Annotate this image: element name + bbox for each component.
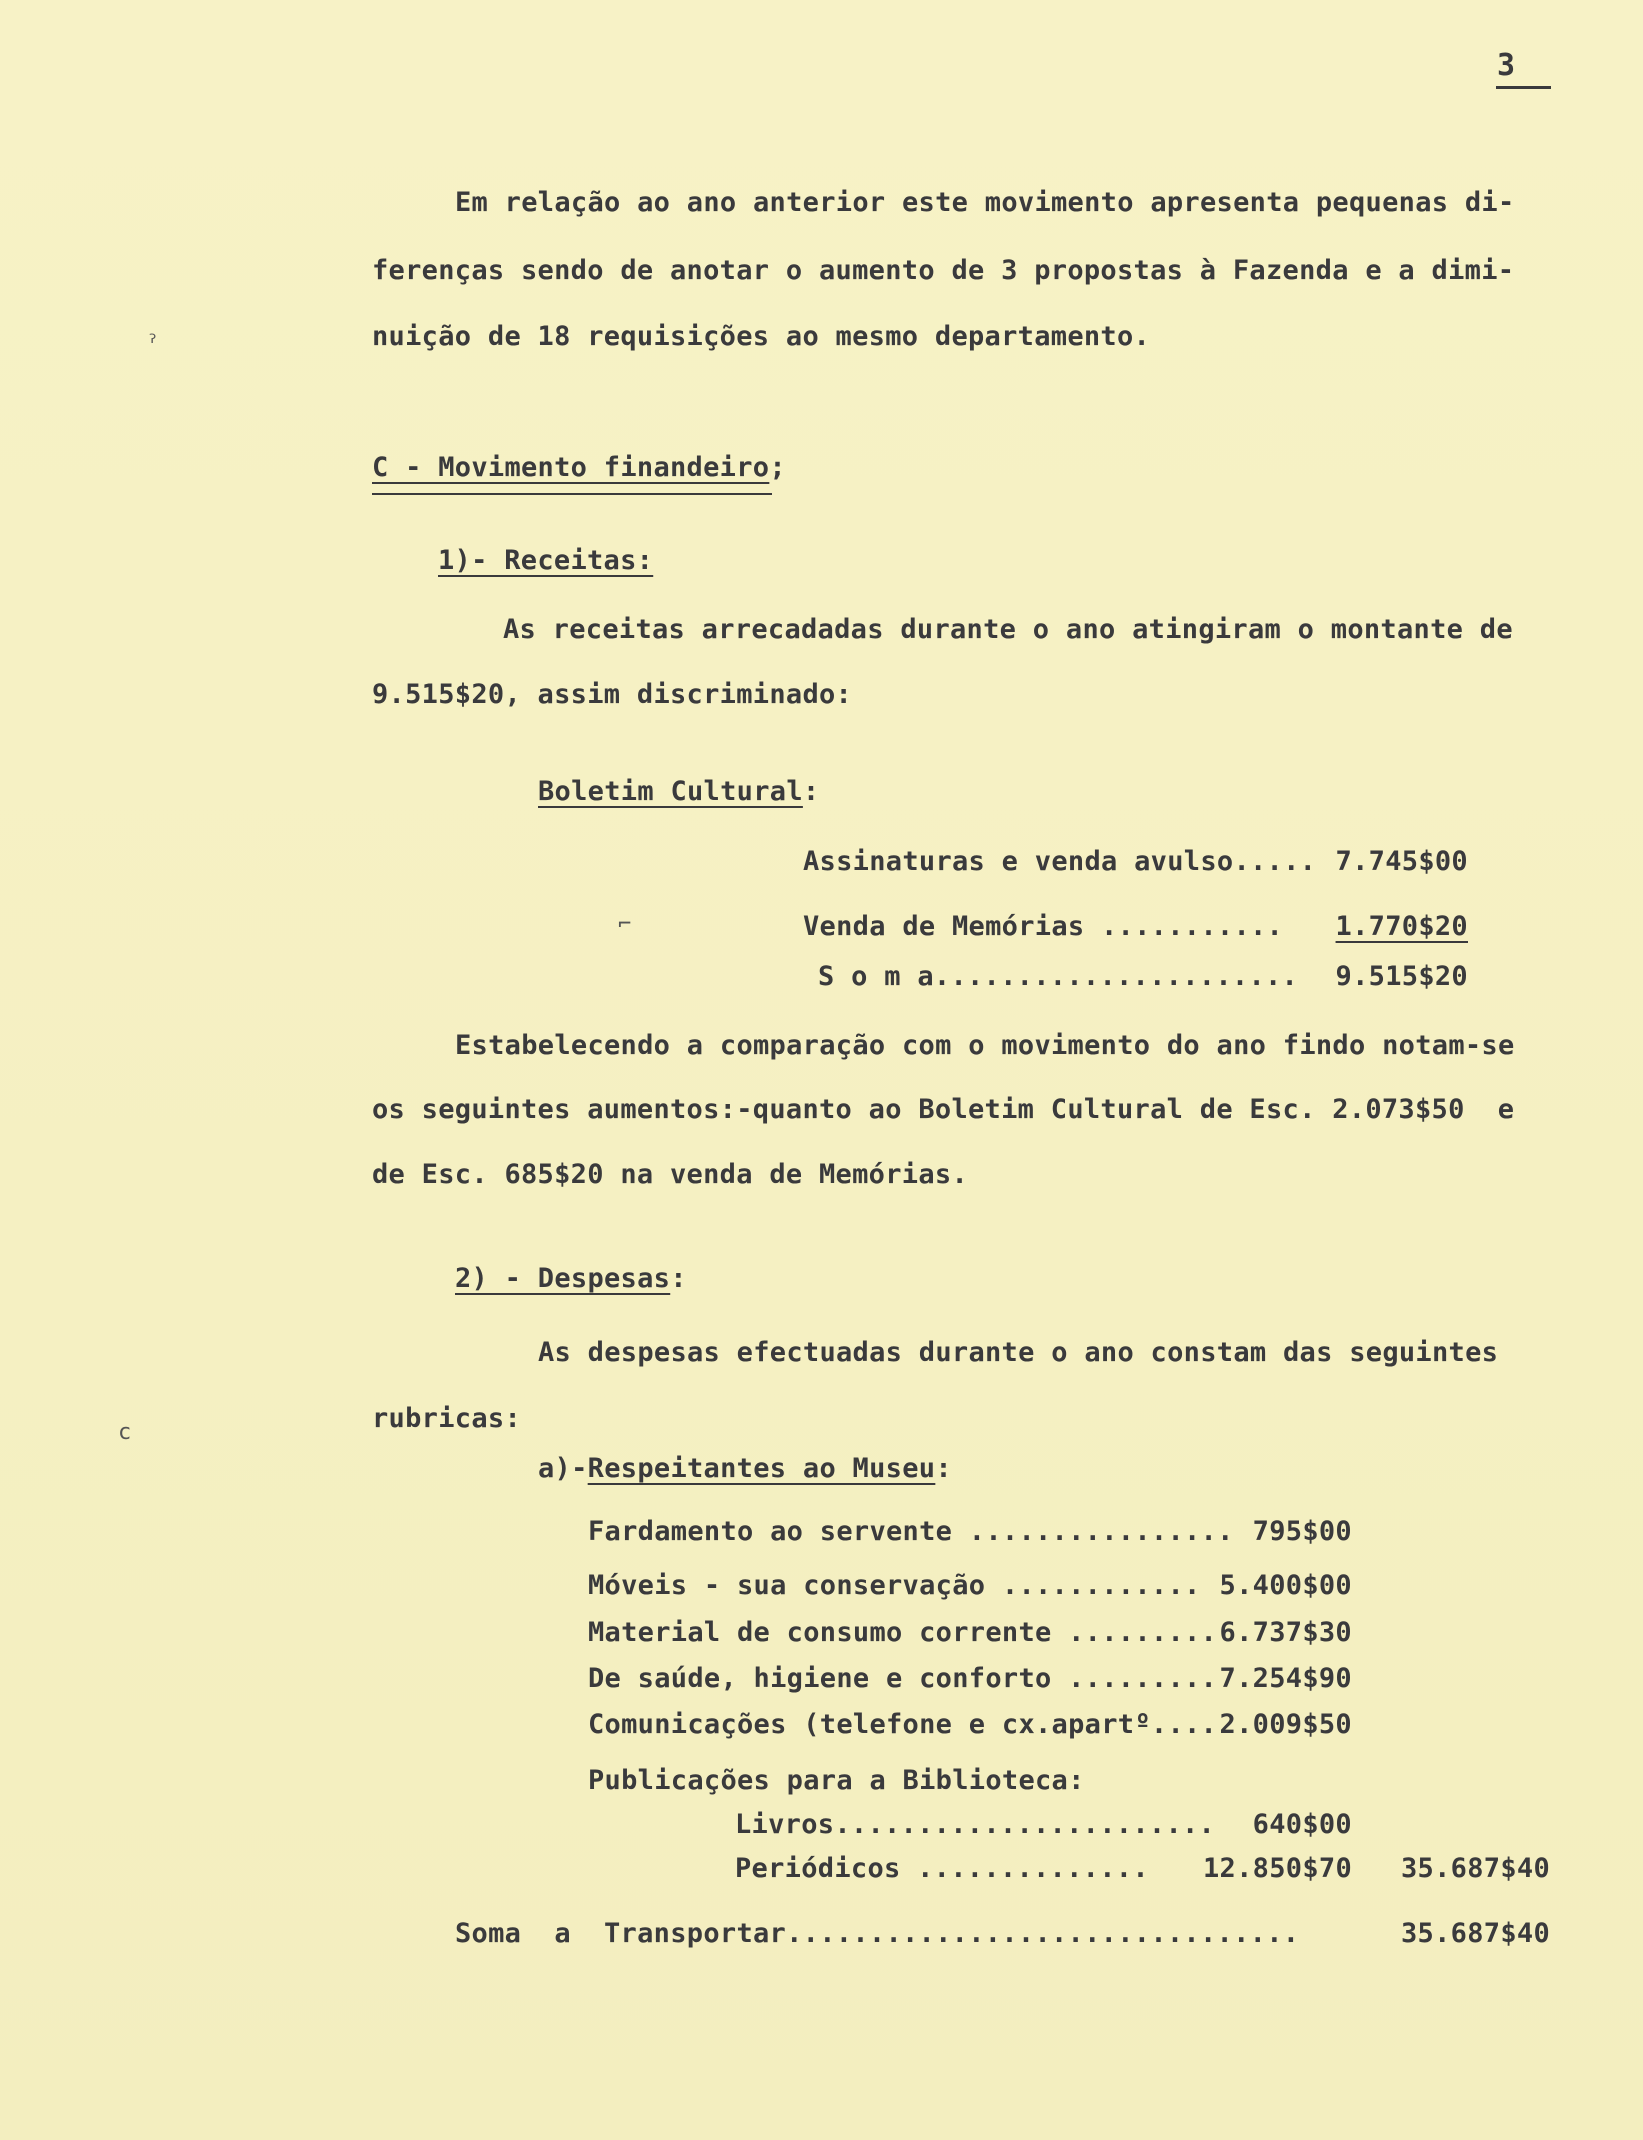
boletim-heading bbox=[538, 775, 819, 809]
section-c-double-underline bbox=[372, 493, 772, 495]
receitas-p2-line-1: Estabelecendo a comparação com o movimento do ano findo notam-se bbox=[455, 1030, 1515, 1061]
receitas-p1-line-1: As receitas arrecadadas durante o ano atingiram o montante de bbox=[503, 614, 1513, 645]
intro-line-1: Em relação ao ano anterior este movimento apresenta pequenas di- bbox=[455, 187, 1515, 218]
publicacao-item-label: Periódicos .............. bbox=[735, 1853, 1149, 1884]
receitas-heading bbox=[438, 544, 653, 578]
receitas-p1-line-2: 9.515$20, assim discriminado: bbox=[372, 679, 853, 710]
receita-item-label: Assinaturas e venda avulso..... bbox=[803, 846, 1317, 877]
despesa-item-label: Móveis - sua conservação ............ bbox=[588, 1570, 1201, 1601]
section-c-colon: ; bbox=[769, 452, 786, 483]
stray-mark: ⌐ bbox=[618, 912, 632, 937]
despesa-item-label: Comunicações (telefone e cx.apartº.... bbox=[588, 1709, 1218, 1740]
receita-item-value: 7.745$00 bbox=[1335, 846, 1468, 877]
receitas-p2-line-2: os seguintes aumentos:-quanto ao Boletim Cultural de Esc. 2.073$50 e bbox=[372, 1094, 1515, 1125]
despesa-item-label: Fardamento ao servente ................ bbox=[588, 1516, 1234, 1547]
despesas-subtotal: 35.687$40 bbox=[1401, 1853, 1550, 1884]
despesas-p1-line-2: rubricas: bbox=[372, 1403, 521, 1434]
despesa-item-value: 5.400$00 bbox=[1219, 1570, 1352, 1601]
receitas-p2-line-3: de Esc. 685$20 na venda de Memórias. bbox=[372, 1159, 968, 1190]
publicacoes-label: Publicações para a Biblioteca: bbox=[588, 1765, 1085, 1796]
museu-colon: : bbox=[935, 1453, 952, 1484]
boletim-title: Boletim Cultural bbox=[538, 776, 803, 807]
despesa-item-value: 7.254$90 bbox=[1219, 1663, 1352, 1694]
transport-label: Soma a Transportar............................... bbox=[455, 1918, 1300, 1949]
boletim-colon: : bbox=[802, 776, 820, 807]
section-c-heading bbox=[372, 451, 786, 485]
museu-prefix: a)- bbox=[538, 1453, 588, 1484]
despesa-item-value: 795$00 bbox=[1252, 1516, 1352, 1547]
despesa-item-label: De saúde, higiene e conforto ......... bbox=[588, 1663, 1218, 1694]
despesa-item-value: 6.737$30 bbox=[1219, 1617, 1352, 1648]
margin-mark: ˀ bbox=[146, 334, 160, 359]
museu-title: Respeitantes ao Museu bbox=[587, 1453, 936, 1484]
despesas-heading bbox=[455, 1262, 687, 1296]
receitas-title: 1)- Receitas: bbox=[438, 545, 654, 576]
margin-mark: c bbox=[118, 1420, 132, 1445]
museu-heading bbox=[538, 1452, 952, 1486]
section-c-title: C - Movimento finandeiro bbox=[372, 452, 770, 483]
intro-line-3: nuição de 18 requisições ao mesmo departamento. bbox=[372, 321, 1151, 352]
despesas-colon: : bbox=[670, 1263, 687, 1294]
publicacao-item-value: 12.850$70 bbox=[1203, 1853, 1352, 1884]
intro-line-2: ferenças sendo de anotar o aumento de 3 propostas à Fazenda e a dimi- bbox=[372, 255, 1515, 286]
page-number: 3 bbox=[1497, 48, 1516, 83]
receita-sum-label: S o m a...................... bbox=[818, 961, 1299, 992]
despesas-title: 2) - Despesas bbox=[455, 1263, 671, 1294]
despesa-item-value: 2.009$50 bbox=[1219, 1709, 1352, 1740]
despesa-item-label: Material de consumo corrente ......... bbox=[588, 1617, 1218, 1648]
receita-item-label: Venda de Memórias ........... bbox=[803, 911, 1284, 942]
page-number-underline bbox=[1496, 86, 1551, 89]
publicacao-item-label: Livros....................... bbox=[735, 1809, 1216, 1840]
despesas-p1-line-1: As despesas efectuadas durante o ano constam das seguintes bbox=[538, 1337, 1499, 1368]
transport-value: 35.687$40 bbox=[1401, 1918, 1550, 1949]
publicacao-item-value: 640$00 bbox=[1252, 1809, 1352, 1840]
receita-sum-value: 9.515$20 bbox=[1335, 961, 1468, 992]
receita-item-value: 1.770$20 bbox=[1335, 911, 1468, 942]
